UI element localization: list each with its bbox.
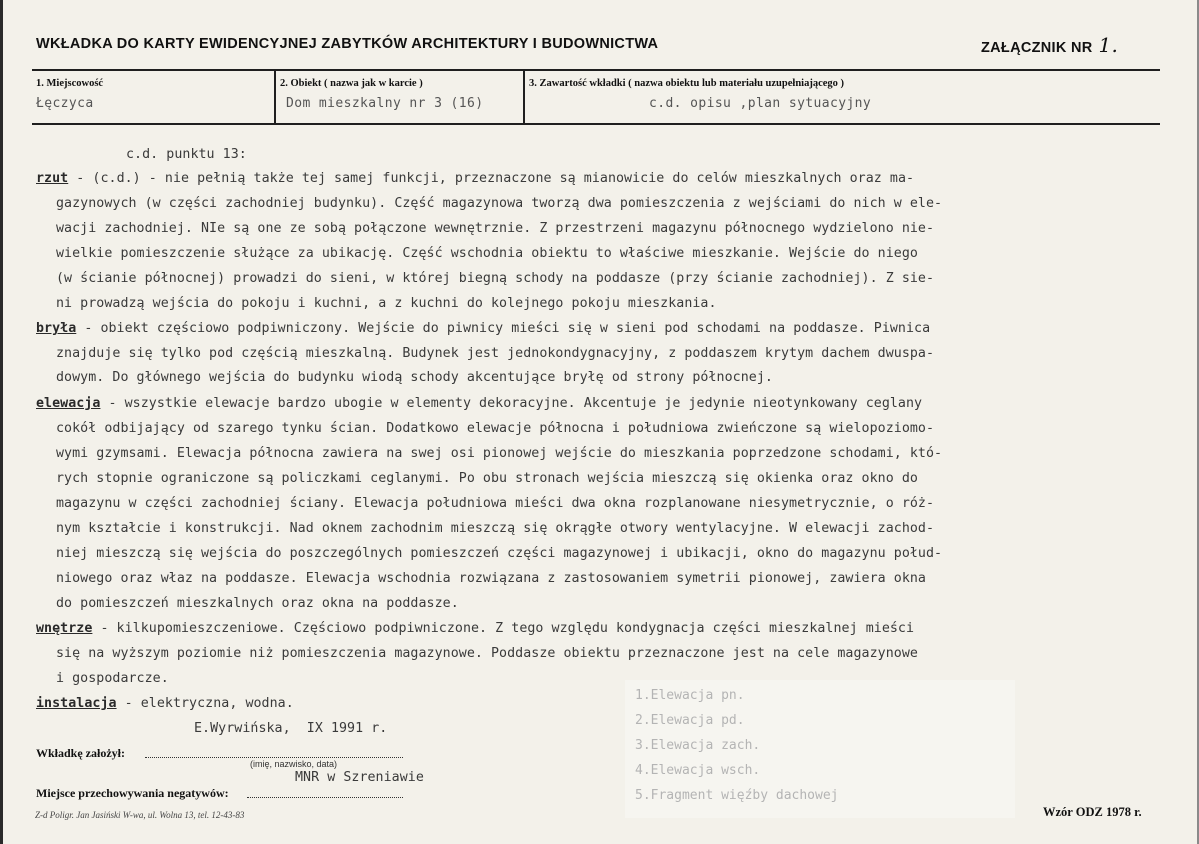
contents-value: c.d. opisu ,plan sytuacyjny	[649, 96, 872, 111]
author-label: Wkładkę założył:	[36, 746, 125, 760]
locality-label: 1. Miejscowość	[36, 78, 104, 89]
photo-item-4: 4.Elewacja wsch.	[635, 763, 761, 778]
rzut-line-4: wielkie pomieszczenie służące za ubikację. Część wschodnia obiektu to właściwe mieszkanie. Wejście do niego	[56, 246, 918, 261]
photo-item-3: 3.Elewacja zach.	[635, 738, 761, 753]
storage-label: Miejsce przechowywania negatywów:	[36, 786, 229, 800]
photo-item-2: 2.Elewacja pd.	[635, 713, 745, 728]
field-row-top-rule	[32, 69, 1160, 71]
photo-list-label	[625, 680, 1015, 818]
locality-value: Łęczyca	[36, 96, 94, 111]
attachment-label: ZAŁĄCZNIK NR	[981, 40, 1093, 56]
attachment-number-value: 1.	[1098, 33, 1119, 57]
rzut-line-1: rzut - (c.d.) - nie pełnią także tej samej funkcji, przeznaczone są mianowicie do celów mieszkalnych oraz ma-	[36, 171, 915, 186]
elewacja-line-4: rych stopnie ograniczone są policzkami ceglanymi. Po obu stronach wejścia mieszczą się okienka oraz okno do	[56, 471, 918, 486]
instalacja-line: instalacja - elektryczna, wodna.	[36, 696, 294, 711]
intro-line: c.d. punktu 13:	[126, 147, 247, 162]
elewacja-term: elewacja	[36, 396, 101, 411]
author-caption: (imię, nazwisko, data)	[250, 759, 338, 769]
rzut-term: rzut	[36, 171, 69, 186]
wnetrze-line-1: wnętrze - kilkupomieszczeniowe. Częściowo podpiwniczone. Z tego względu kondygnacja części mieszkalnej mieści	[36, 621, 915, 636]
rzut-line-2: gazynowych (w części zachodniej budynku). Część magazynowa tworzą dwa pomieszczenia z wejściami do nich w ele-	[56, 196, 943, 211]
wnetrze-term: wnętrze	[36, 621, 93, 636]
elewacja-line-9: do pomieszczeń mieszkalnych oraz okna na poddasze.	[56, 596, 459, 611]
contents-label: 3. Zawartość wkładki ( nazwa obiektu lub materiału uzupełniającego )	[529, 78, 845, 89]
photo-item-1: 1.Elewacja pn.	[635, 688, 745, 703]
field-divider-2	[523, 70, 525, 125]
elewacja-line-3: wymi gzymsami. Elewacja północna zawiera na swej osi pionowej wejście do mieszkania poprzedzone schodami, któ-	[56, 446, 943, 461]
bryla-term: bryła	[36, 321, 77, 336]
attachment-number	[981, 33, 1118, 57]
bryla-line-1: bryła - obiekt częściowo podpiwniczony. Wejście do piwnicy mieści się w sieni pod schodami na poddasze. Piwnica	[36, 321, 931, 336]
elewacja-line-7: niej mieszczą się wejścia do poszczególnych pomieszczeń części magazynowej i ubikacji, okno do magazynu połud-	[56, 546, 943, 561]
elewacja-line-5: magazynu w części zachodniej ściany. Elewacja południowa mieści dwa okna rozplanowane niesymetrycznie, o róż-	[56, 496, 935, 511]
form-code: Wzór ODZ 1978 r.	[1043, 805, 1142, 819]
wnetrze-line-2: się na wyższym poziomie niż pomieszczenia magazynowe. Poddasze obiektu przeznaczone jest na cele magazynowe	[56, 646, 918, 661]
elewacja-line-6: nym kształcie i konstrukcji. Nad oknem zachodnim mieszczą się okrągłe otwory wentylacyjne. W elewacji zachod-	[56, 521, 935, 536]
bryla-line-2: znajduje się tylko pod częścią mieszkalną. Budynek jest jednokondygnacyjny, z poddaszem krytym dachem dwuspa-	[56, 346, 935, 361]
bryla-line-3: dowym. Do głównego wejścia do budynku wiodą schody akcentujące bryłę od strony północnej.	[56, 370, 773, 385]
author-dotted-line	[145, 757, 403, 758]
elewacja-line-8: niowego oraz właz na poddasze. Elewacja wschodnia rozwiązana z zastosowaniem symetrii pionowej, zawiera okna	[56, 571, 926, 586]
elewacja-line-2: cokół odbijający od szarego tynku ścian. Dodatkowo elewacje północna i południowa zwieńczone są wielopoziomo-	[56, 421, 935, 436]
field-divider-1	[274, 70, 276, 125]
signature-line: E.Wyrwińska, IX 1991 r.	[194, 721, 388, 736]
storage-dotted-line	[247, 797, 403, 798]
photo-item-5: 5.Fragment więźby dachowej	[635, 788, 839, 803]
rzut-line-3: wacji zachodniej. NIe są one ze sobą połączone wewnętrznie. Z przestrzeni magazynu północnego wydzielono nie-	[56, 221, 935, 236]
object-label: 2. Obiekt ( nazwa jak w karcie )	[280, 78, 423, 89]
rzut-line-6: ni prowadzą wejścia do pokoju i kuchni, a z kuchni do kolejnego pokoju mieszkania.	[56, 296, 717, 311]
form-title: WKŁADKA DO KARTY EWIDENCYJNEJ ZABYTKÓW ARCHITEKTURY I BUDOWNICTWA	[36, 36, 659, 52]
field-row-bottom-rule	[32, 123, 1160, 125]
rzut-line-5: (w ścianie północnej) prowadzi do sieni, w której biegną schody na poddasze (przy ścianie zachodniej). Z sie-	[56, 271, 935, 286]
object-value: Dom mieszkalny nr 3 (16)	[286, 96, 484, 111]
wnetrze-line-3: i gospodarcze.	[56, 671, 169, 686]
printer-imprint: Z-d Poligr. Jan Jasiński W-wa, ul. Wolna 13, tel. 12-43-83	[35, 810, 245, 820]
storage-value: MNR w Szreniawie	[295, 770, 424, 785]
elewacja-line-1: elewacja - wszystkie elewacje bardzo ubogie w elementy dekoracyjne. Akcentuje je jedynie nieotynkowany ceglany	[36, 396, 923, 411]
instalacja-term: instalacja	[36, 696, 117, 711]
